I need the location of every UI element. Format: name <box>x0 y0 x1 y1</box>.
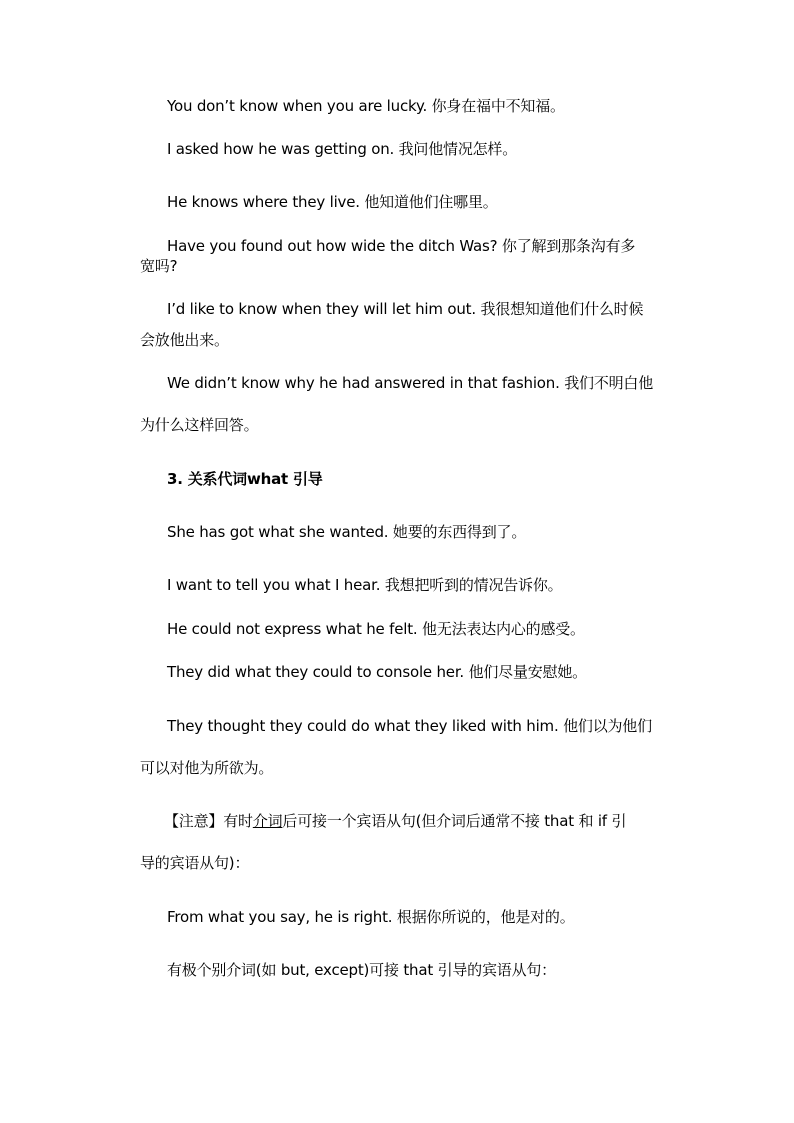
example-sentence-6-line-1: We didn’t know why he had answered in that fashion. 我们不明白他 <box>167 374 654 392</box>
example-sentence-1: You don’t know when you are lucky. 你身在福中不知福。 <box>167 97 565 115</box>
example-sentence-9: He could not express what he felt. 他无法表达内心的感受。 <box>167 620 585 638</box>
example-sentence-7: She has got what she wanted. 她要的东西得到了。 <box>167 523 527 541</box>
example-sentence-3: He knows where they live. 他知道他们住哪里。 <box>167 193 498 211</box>
note-line-1 <box>164 811 626 831</box>
example-sentence-2: I asked how he was getting on. 我问他情况怎样。 <box>167 140 518 158</box>
example-sentence-4-line-1: Have you found out how wide the ditch Was? 你了解到那条沟有多 <box>167 237 636 255</box>
example-sentence-8: I want to tell you what I hear. 我想把听到的情况告诉你。 <box>167 576 563 594</box>
example-sentence-5-line-2: 会放他出来。 <box>140 331 229 349</box>
note-underlined-term: 介词 <box>252 812 283 830</box>
example-sentence-12: From what you say, he is right. 根据你所说的，他是对的。 <box>167 908 575 926</box>
section-heading: 3. 关系代词what 引导 <box>167 470 323 488</box>
note-suffix: 后可接一个宾语从句(但介词后通常不接 that 和 if 引 <box>282 812 627 830</box>
example-sentence-11-line-2: 可以对他为所欲为。 <box>140 759 274 777</box>
example-sentence-11-line-1: They thought they could do what they liked with him. 他们以为他们 <box>167 717 652 735</box>
closing-note: 有极个别介词(如 but, except)可接 that 引导的宾语从句： <box>167 961 556 979</box>
example-sentence-10: They did what they could to console her. 他们尽量安慰她。 <box>167 663 587 681</box>
note-line-2: 导的宾语从句)： <box>140 854 250 872</box>
example-sentence-5-line-1: I’d like to know when they will let him out. 我很想知道他们什么时候 <box>167 300 644 318</box>
example-sentence-4-line-2: 宽吗? <box>140 257 178 275</box>
example-sentence-6-line-2: 为什么这样回答。 <box>140 416 259 434</box>
note-prefix: 【注意】有时 <box>164 812 253 830</box>
